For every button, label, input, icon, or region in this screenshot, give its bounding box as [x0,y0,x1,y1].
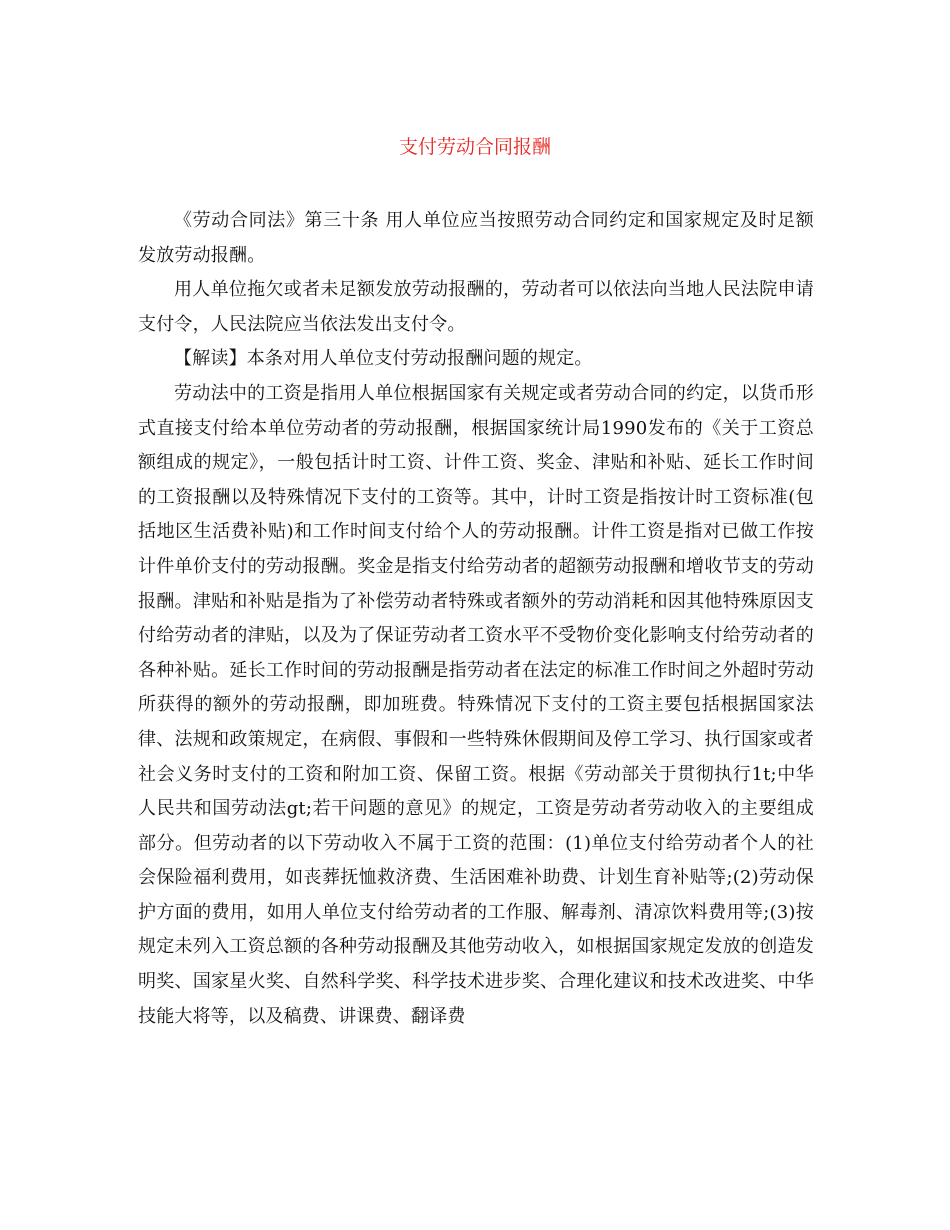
document-body [138,204,814,1034]
paragraph-wage-definition: 劳动法中的工资是指用人单位根据国家有关规定或者劳动合同的约定，以货币形式直接支付给本单位劳动者的劳动报酬，根据国家统计局1990发布的《关于工资总额组成的规定》，一般包括计时工资、计件工资、奖金、津贴和补贴、延长工作时间的工资报酬以及特殊情况下支付的工资等。其中，计时工资是指按计时工资标准(包括地区生活费补贴)和工作时间支付给个人的劳动报酬。计件工资是指对已做工作按计件单价支付的劳动报酬。奖金是指支付给劳动者的超额劳动报酬和增收节支的劳动报酬。津贴和补贴是指为了补偿劳动者特殊或者额外的劳动消耗和因其他特殊原因支付给劳动者的津贴，以及为了保证劳动者工资水平不受物价变化影响支付给劳动者的各种补贴。延长工作时间的劳动报酬是指劳动者在法定的标准工作时间之外超时劳动所获得的额外的劳动报酬，即加班费。特殊情况下支付的工资主要包括根据国家法律、法规和政策规定，在病假、事假和一些特殊休假期间及停工学习、执行国家或者社会义务时支付的工资和附加工资、保留工资。根据《劳动部关于贯彻执行1t;中华人民共和国劳动法gt;若干问题的意见》的规定，工资是劳动者劳动收入的主要组成部分。但劳动者的以下劳动收入不属于工资的范围：(1)单位支付给劳动者个人的社会保险福利费用，如丧葬抚恤救济费、生活困难补助费、计划生育补贴等;(2)劳动保护方面的费用，如用人单位支付给劳动者的工作服、解毒剂、清凉饮料费用等;(3)按规定未列入工资总额的各种劳动报酬及其他劳动收入，如根据国家规定发放的创造发明奖、国家星火奖、自然科学奖、科学技术进步奖、合理化建议和技术改进奖、中华技能大将等，以及稿费、讲课费、翻译费 [138,382,814,1027]
page-title: 支付劳动合同报酬 [398,136,551,158]
paragraph-article: 《劳动合同法》第三十条 用人单位应当按照劳动合同约定和国家规定及时足额发放劳动报酬。 [138,210,814,266]
paragraph-interpretation: 【解读】本条对用人单位支付劳动报酬问题的规定。 [174,348,593,370]
paragraph-payment-order: 用人单位拖欠或者未足额发放劳动报酬的，劳动者可以依法向当地人民法院申请支付令，人民法院应当依法发出支付令。 [138,279,814,335]
